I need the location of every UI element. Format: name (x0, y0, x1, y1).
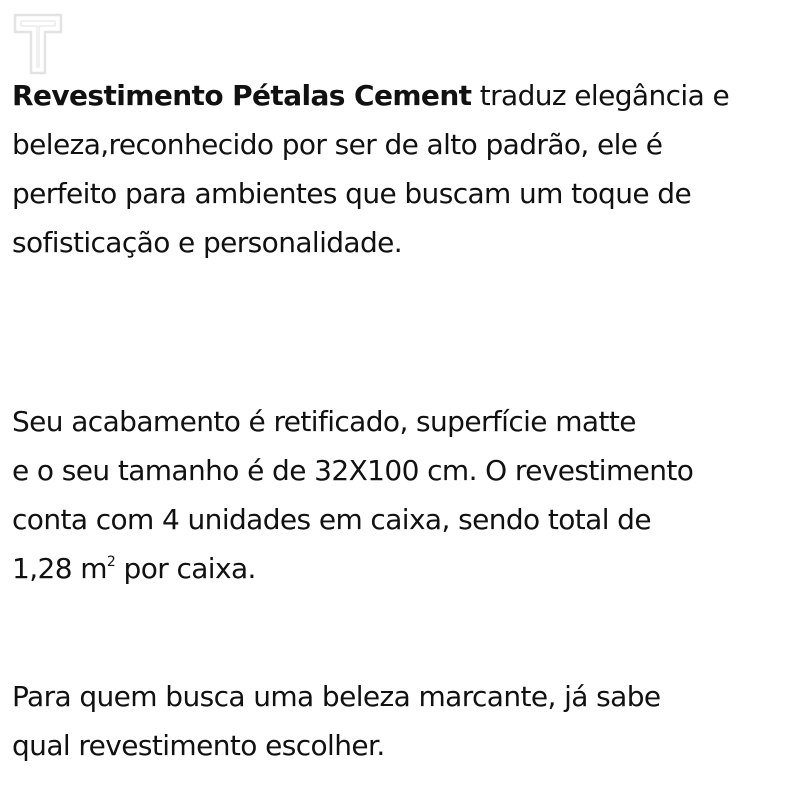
specs-line-2: e o seu tamanho é de 32X100 cm. O revestimento (12, 454, 694, 487)
intro-line-1-rest: traduz elegância e (471, 79, 730, 112)
intro-line-3: perfeito para ambientes que buscam um toque de (12, 177, 692, 210)
product-name: Revestimento Pétalas Cement (12, 79, 472, 112)
intro-line-1 (12, 71, 782, 120)
product-intro-paragraph (12, 71, 782, 267)
product-specs-paragraph (12, 397, 782, 593)
closing-line-1: Para quem busca uma beleza marcante, já sabe (12, 680, 661, 713)
specs-area-unit: por caixa. (115, 552, 256, 585)
specs-line-4 (12, 544, 782, 593)
specs-area-value: 1,28 m (12, 552, 107, 585)
specs-line-3: conta com 4 unidades em caixa, sendo total de (12, 503, 651, 536)
intro-line-2: beleza,reconhecido por ser de alto padrão, ele é (12, 128, 663, 161)
specs-line-1: Seu acabamento é retificado, superfície matte (12, 405, 636, 438)
specs-area-exponent: 2 (106, 554, 116, 570)
closing-paragraph (12, 672, 782, 770)
t-monogram-icon (12, 12, 64, 76)
closing-line-2: qual revestimento escolher. (12, 729, 385, 762)
intro-line-4: sofisticação e personalidade. (12, 226, 403, 259)
